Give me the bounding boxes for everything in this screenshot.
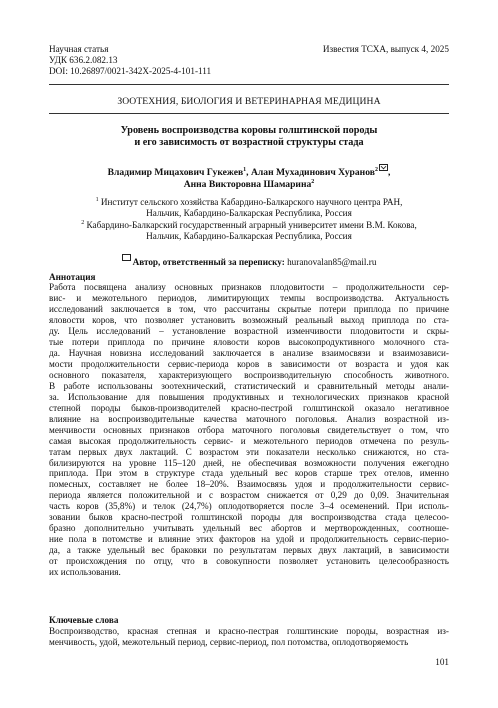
envelope-icon bbox=[122, 254, 131, 261]
corresponding-label: Автор, ответственный за переписку: bbox=[132, 257, 285, 268]
page-number: 101 bbox=[435, 657, 449, 667]
keywords-heading: Ключевые слова bbox=[49, 615, 119, 625]
authors-line bbox=[49, 164, 449, 179]
author-affiliation-mark: 1 bbox=[243, 167, 247, 173]
corresponding-author bbox=[49, 254, 449, 267]
text-line: от происхождения по отцу, что в совокупности позволяет установить целесообразность bbox=[49, 556, 449, 567]
affiliation-line bbox=[49, 197, 449, 208]
authors bbox=[49, 164, 449, 191]
text-line: В работе использованы зоотехнический, статистический и сравнительный методы анали- bbox=[49, 380, 449, 391]
article-meta bbox=[49, 44, 211, 76]
text-line: ду. Цель исследований – установление возрастной изменчивости плодовитости и скры- bbox=[49, 325, 449, 336]
text-line: бразно дополнительно учитывать удельный вес абортов и мертворожденных, соотноше- bbox=[49, 523, 449, 534]
text-line: менчивость, удой, межотельный период, сервис-период, пол потомства, оплодотворяемость bbox=[49, 636, 409, 647]
text-line: тые потери приплода по причине яловости коров высокопродуктивного молочного ста- bbox=[49, 336, 449, 347]
text-line: основного показателя, характеризующего воспроизводительную способность животного. bbox=[49, 369, 449, 380]
author-separator: , bbox=[387, 167, 391, 179]
corresponding-email[interactable]: huranovalan85@mail.ru bbox=[287, 257, 377, 268]
text-line: приплода. При этом в структуре стада удельный вес коров старше трех отелов, именно bbox=[49, 468, 449, 479]
text-line: яловости коров, что позволяет установить возможный реальный выход приплода по ста- bbox=[49, 314, 449, 325]
text-line: ние пола в потомстве и влияние этих факторов на удой и продолжительность сервис-перио- bbox=[49, 534, 449, 545]
authors-line bbox=[49, 179, 449, 191]
udc-code: УДК 636.2.082.13 bbox=[49, 54, 118, 65]
text-line: Работа посвящена анализу основных признаков плодовитости – продолжительности сер- bbox=[49, 282, 449, 292]
author-name: Анна Викторовна Шамарина bbox=[183, 178, 312, 190]
author-name: Владимир Мицахович Гукежев bbox=[107, 167, 244, 179]
affiliation bbox=[49, 220, 449, 242]
affiliation-line: Нальчик, Кабардино-Балкарская Республика, Россия bbox=[146, 231, 352, 242]
journal-issue: Известия ТСХА, выпуск 4, 2025 bbox=[322, 44, 449, 54]
text-line: Воспроизводство, красная степная и красно-пестрая голштинские породы, возрастная из- bbox=[49, 626, 449, 636]
affiliation bbox=[49, 197, 449, 219]
header-divider-bottom bbox=[49, 113, 449, 114]
author-affiliation-mark: 2 bbox=[311, 178, 315, 185]
doi: DOI: 10.26897/0021-342X-2025-4-101-111 bbox=[49, 65, 212, 76]
section-title: ЗООТЕХНИЯ, БИОЛОГИЯ И ВЕТЕРИНАРНАЯ МЕДИЦИНА bbox=[117, 96, 381, 107]
author-affiliation-mark: 2 bbox=[374, 167, 378, 173]
affiliation-text: Кабардино-Балкарский государственный аграрный университет имени В.М. Кокова, bbox=[86, 220, 417, 230]
affiliation-line bbox=[49, 220, 449, 231]
envelope-icon bbox=[379, 164, 388, 171]
author-separator: , bbox=[246, 167, 251, 179]
title-line: и его зависимость от возрастной структуры стада bbox=[134, 137, 364, 149]
title-line: Уровень воспроизводства коровы голштинской породы bbox=[120, 125, 378, 136]
affiliation-mark: 2 bbox=[81, 219, 85, 226]
text-line: помесных, составляет не более 18–20%. Взаимосвязь удоя и продолжительности сервис- bbox=[49, 479, 449, 490]
header-divider-top bbox=[49, 84, 449, 85]
text-line: мости продолжительности сервис-периода коров в зависимости от возраста и удоя как bbox=[49, 358, 449, 369]
text-line: влияние на воспроизводительные качества маточного поголовья. Анализ возрастной из- bbox=[49, 413, 449, 424]
text-line: билизируются на уровне 115–120 дней, не обеспечивая возможности получения ежегодно bbox=[49, 457, 449, 468]
text-line: самая высокая продолжительность сервис- и межотельного периодов отмечена по резуль- bbox=[49, 435, 449, 446]
text-line: степной породы быков-производителей красно-пестрой голштинской оказало негативное bbox=[49, 402, 449, 413]
text-line: часть коров (35,8%) и телок (24,7%) оплодотворяется после 3–4 осеменений. При исполь- bbox=[49, 501, 449, 512]
text-line: да, а также удельный вес браковки по результатам первых двух лактаций, в зависимости bbox=[49, 545, 449, 556]
text-line: их использования. bbox=[49, 567, 121, 578]
text-line: за. Использование для повышения продуктивных и технологических признаков красной bbox=[49, 391, 449, 402]
annotation-body bbox=[49, 282, 449, 578]
affiliation-mark: 1 bbox=[95, 196, 99, 203]
text-line: татам первых двух лактаций. С возрастом эти показатели несколько снижаются, но ста- bbox=[49, 446, 449, 457]
text-line: менчивости основных признаков отбора маточного поголовья свидетельствует о том, что bbox=[49, 424, 449, 435]
annotation-heading: Аннотация bbox=[49, 272, 96, 282]
author-name: Алан Мухадинович Хуранов bbox=[250, 167, 375, 179]
text-line: периода является положительной и с возрастом снижается от 0,29 до 0,09. Значительная bbox=[49, 490, 449, 501]
article-title bbox=[49, 125, 449, 149]
affiliation-line: Нальчик, Кабардино-Балкарская Республика, Россия bbox=[146, 208, 352, 219]
text-line: да. Научная новизна исследований заключается в анализе взаимосвязи и взаимозависи- bbox=[49, 347, 449, 358]
article-type: Научная статья bbox=[49, 44, 109, 54]
affiliation-text: Институт сельского хозяйства Кабардино-Балкарского научного центра РАН, bbox=[100, 197, 403, 207]
text-line: исследований заключается в том, что рассчитаны скрытые потери приплода по причине bbox=[49, 303, 449, 314]
keywords-body bbox=[49, 626, 449, 648]
text-line: зовании быков красно-пестрой голштинской породы для воспроизводства стада целесоо- bbox=[49, 512, 449, 523]
text-line: вис- и межотельного периодов, лимитирующих темпы воспроизводства. Актуальность bbox=[49, 292, 449, 303]
